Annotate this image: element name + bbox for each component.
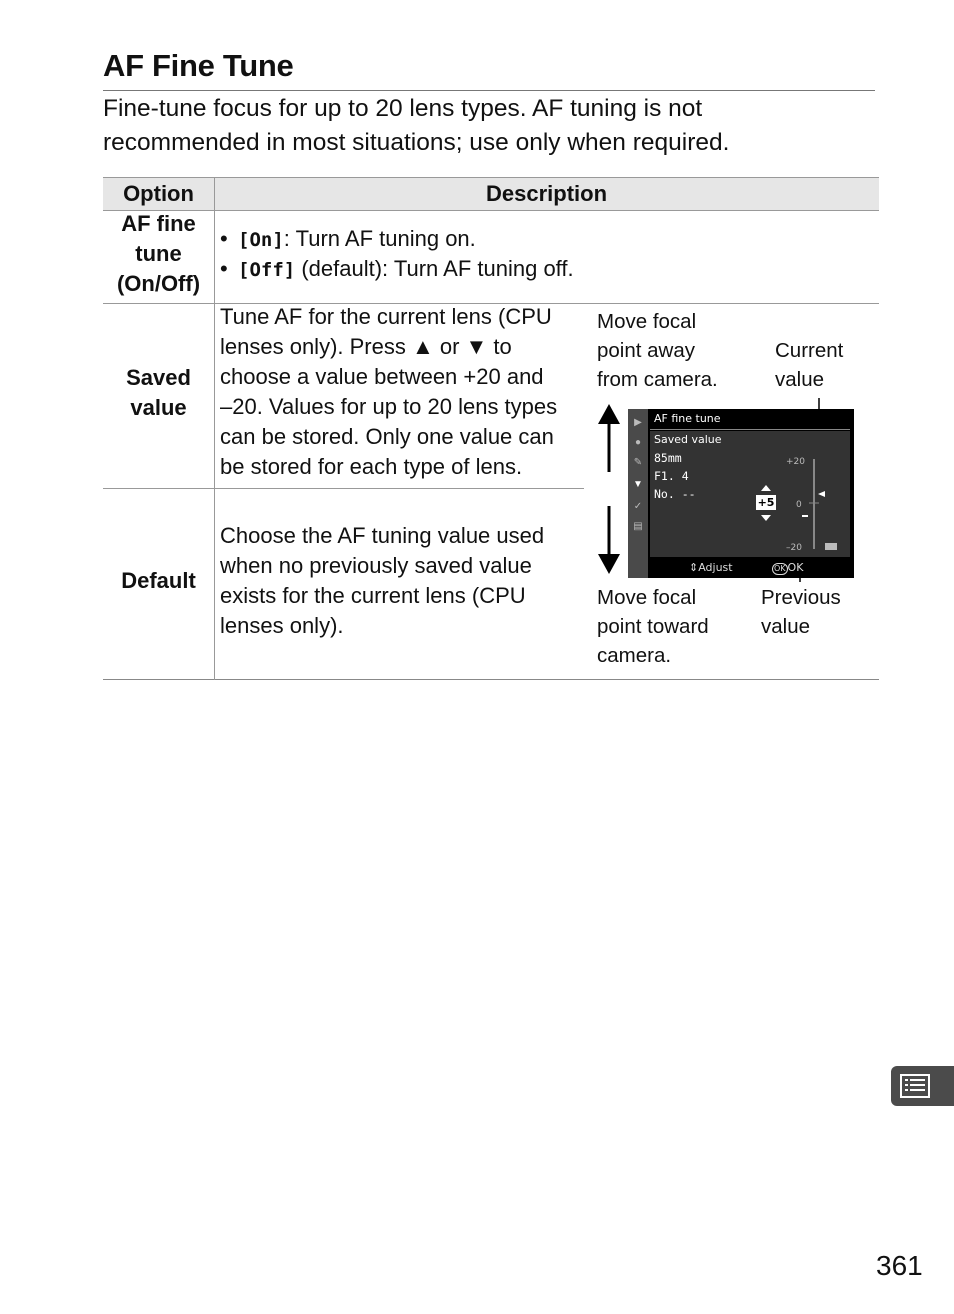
footer-ok [772, 561, 803, 575]
caption-line: Current [775, 339, 844, 362]
scale-top-label: +20 [786, 457, 805, 467]
up-arrow-icon [598, 404, 620, 472]
focal-length: 85mm [654, 451, 682, 465]
caption-line: from camera. [597, 368, 718, 391]
multi-selector-icon: ⇕ [689, 561, 699, 574]
intro-line: recommended in most situations; use only when required. [103, 129, 730, 156]
footer-ok-label: OK [787, 561, 804, 574]
description-line: be stored for each type of lens. [220, 454, 523, 479]
retouch-menu-icon: ✓ [633, 501, 643, 512]
option-line: tune [135, 241, 182, 266]
caption-line: value [775, 368, 825, 391]
scale-bottom-label: –20 [786, 543, 802, 553]
intro-line: Fine-tune focus for up to 20 lens types. AF tuning is not [103, 95, 703, 122]
my-menu-icon: ▤ [633, 521, 643, 532]
list-menu-icon [891, 1066, 954, 1106]
caption-line: Move focal [597, 310, 697, 333]
playback-menu-icon: ▶ [634, 417, 642, 428]
description-line: –20. Values for up to 20 lens types [220, 394, 558, 419]
previous-value-marker [802, 515, 808, 517]
down-arrow-icon [598, 506, 620, 574]
footer-adjust-label: Adjust [698, 561, 733, 574]
bullet-dot: • [220, 226, 228, 251]
option-line: AF fine [121, 211, 196, 236]
footer-adjust [689, 561, 733, 574]
aperture: F1. 4 [654, 469, 689, 483]
caption-line: point toward [597, 615, 709, 638]
value-down-icon [761, 515, 771, 521]
tuning-value: +5 [757, 496, 775, 509]
page-number: 361 [876, 1250, 923, 1281]
description-line: lenses only). Press ▲ or ▼ to [220, 334, 512, 359]
caption-line: Previous [761, 586, 841, 609]
lens-number: No. -- [654, 487, 696, 501]
option-line: Saved [126, 365, 191, 390]
bullet-text: : Turn AF tuning on. [283, 226, 476, 251]
current-value-marker [818, 491, 825, 497]
bullet-text: (default): Turn AF tuning off. [295, 256, 574, 281]
value-up-icon [761, 485, 771, 491]
header-description: Description [485, 181, 608, 206]
custom-settings-icon: ✎ [633, 457, 643, 468]
shooting-menu-icon: ● [634, 437, 642, 448]
option-line: value [130, 395, 187, 420]
caption-line: value [761, 615, 811, 638]
description-line: choose a value between +20 and [220, 364, 544, 389]
tuning-scale [628, 409, 854, 578]
screen-header: AF fine tune [654, 412, 721, 425]
option-line: (On/Off) [116, 271, 201, 296]
caption-line: camera. [597, 644, 672, 667]
header-option: Option [123, 181, 194, 206]
ok-button-icon: OK [774, 564, 786, 573]
menu-key: [On] [238, 229, 284, 251]
setup-menu-icon: ▼ [633, 479, 643, 490]
caption-line: Move focal [597, 586, 697, 609]
caption-line: point away [597, 339, 696, 362]
menu-key: [Off] [238, 259, 296, 281]
description-line: Choose the AF tuning value used [220, 523, 545, 548]
option-line: Default [121, 568, 196, 593]
screen-subheader: Saved value [654, 433, 722, 446]
page-title: AF Fine Tune [103, 48, 294, 83]
camera-screen [628, 409, 854, 578]
description-line: when no previously saved value [220, 553, 532, 578]
description-line: can be stored. Only one value can [220, 424, 554, 449]
description-line: Tune AF for the current lens (CPU [220, 304, 552, 329]
description-line: exists for the current lens (CPU [220, 583, 526, 608]
description-line: lenses only). [220, 613, 344, 638]
menu-section-tab [891, 1066, 954, 1106]
bullet-dot: • [220, 256, 228, 281]
scale-mid-label: 0 [796, 500, 802, 510]
camera-icon [825, 543, 837, 550]
